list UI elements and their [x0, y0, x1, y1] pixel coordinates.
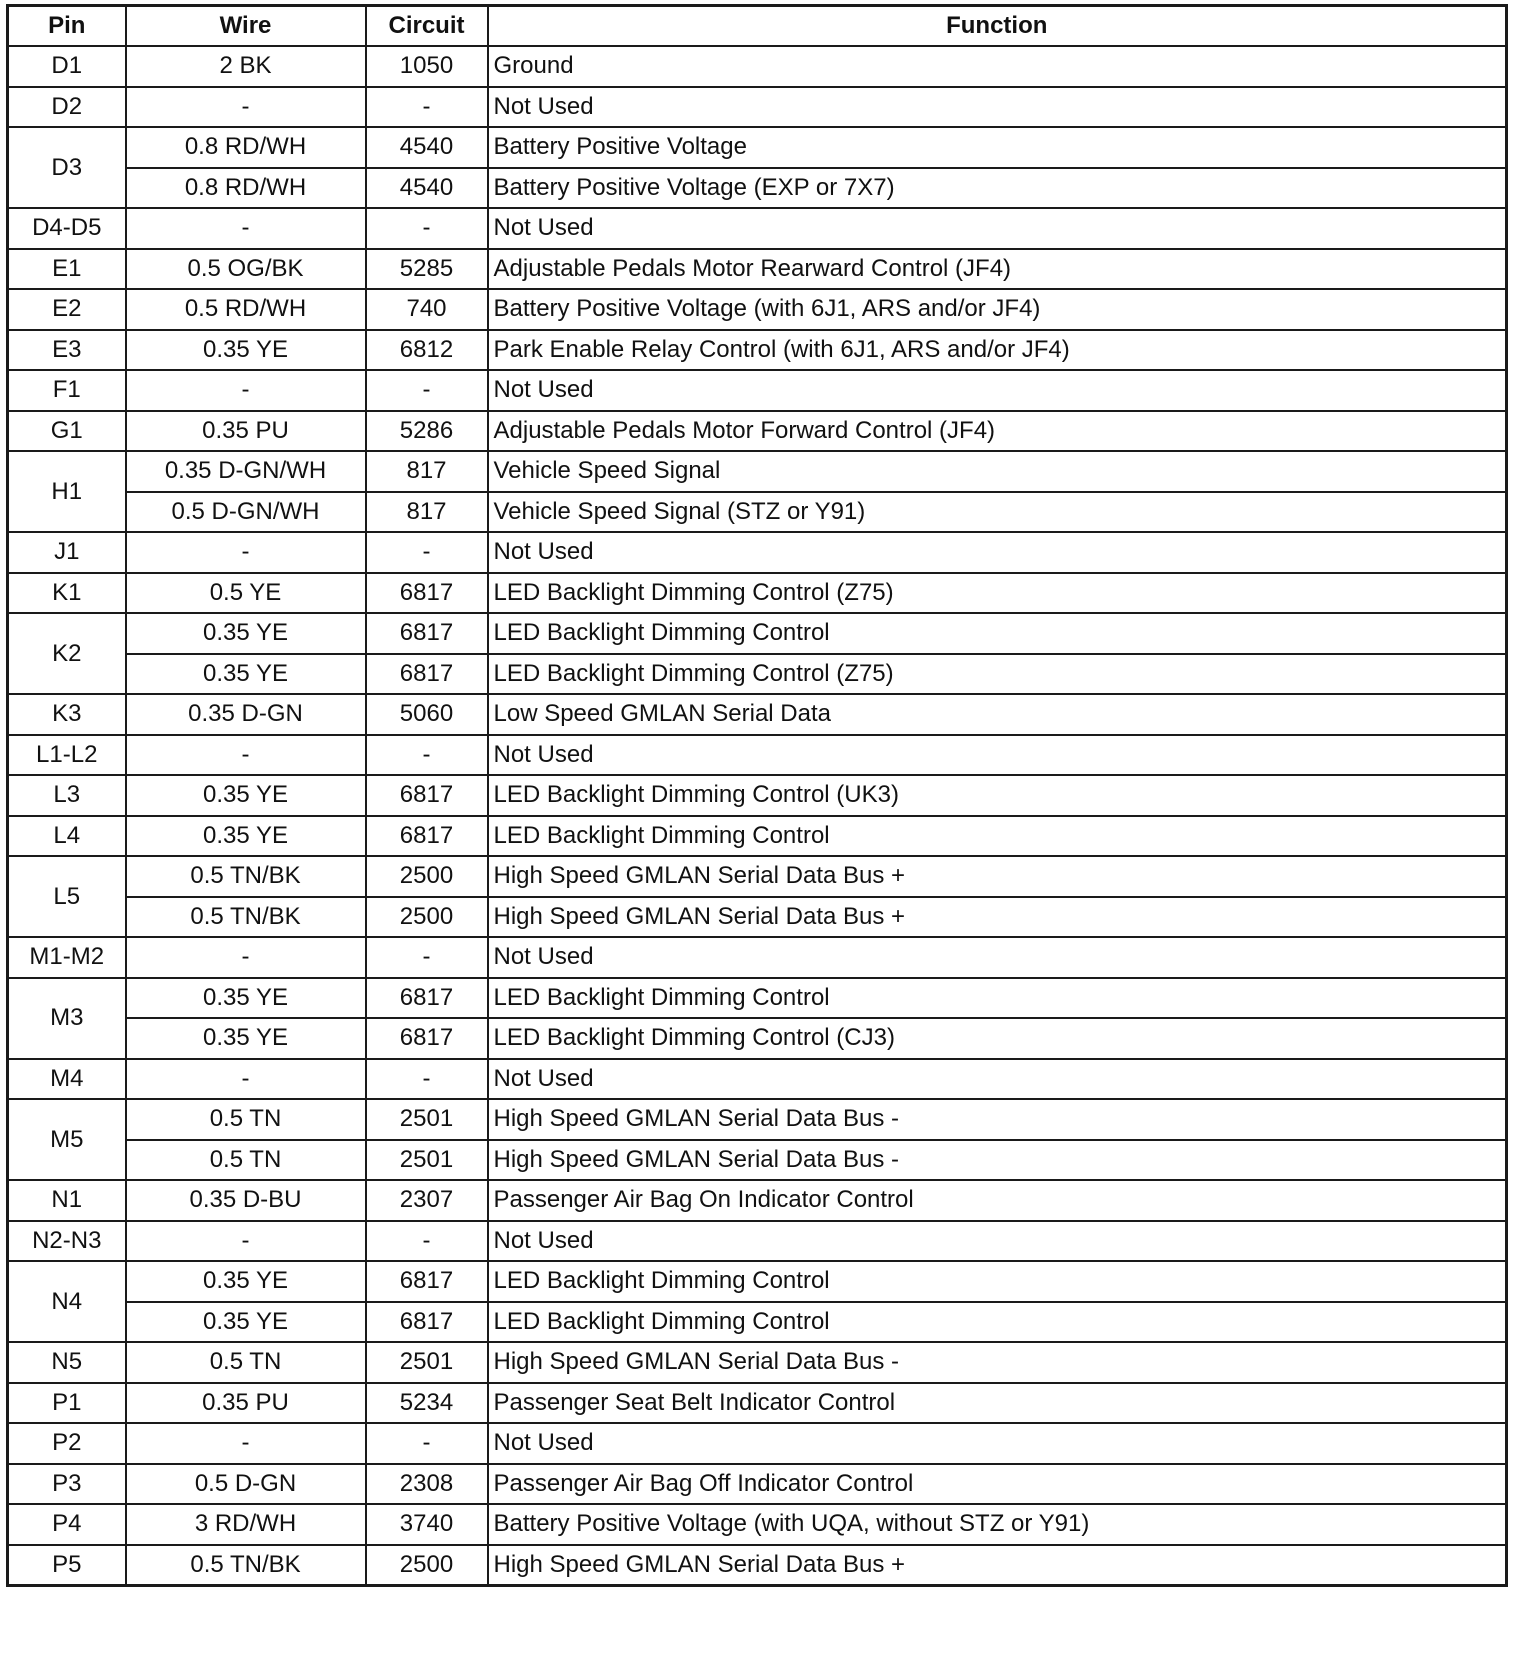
- circuit-cell: -: [366, 370, 488, 411]
- function-cell: Passenger Seat Belt Indicator Control: [488, 1383, 1507, 1424]
- function-cell: Not Used: [488, 1059, 1507, 1100]
- table-row: [8, 492, 1507, 533]
- pin-cell: K1: [8, 573, 126, 614]
- circuit-cell: 2501: [366, 1140, 488, 1181]
- wire-cell: 0.35 D-BU: [126, 1180, 366, 1221]
- circuit-cell: 2501: [366, 1099, 488, 1140]
- header-row: [8, 6, 1507, 47]
- table-row: [8, 249, 1507, 290]
- pin-cell: D2: [8, 87, 126, 128]
- function-cell: Ground: [488, 46, 1507, 87]
- pin-cell: P1: [8, 1383, 126, 1424]
- table-header: [8, 6, 1507, 47]
- function-cell: LED Backlight Dimming Control (Z75): [488, 654, 1507, 695]
- table-row: [8, 289, 1507, 330]
- table-row: [8, 168, 1507, 209]
- header-function: Function: [488, 6, 1507, 47]
- pin-cell: N2-N3: [8, 1221, 126, 1262]
- table-row: [8, 87, 1507, 128]
- pin-cell: L1-L2: [8, 735, 126, 776]
- pin-cell: N5: [8, 1342, 126, 1383]
- table-row: [8, 613, 1507, 654]
- pin-cell: J1: [8, 532, 126, 573]
- function-cell: High Speed GMLAN Serial Data Bus -: [488, 1099, 1507, 1140]
- table-row: [8, 978, 1507, 1019]
- circuit-cell: 2500: [366, 856, 488, 897]
- circuit-cell: 1050: [366, 46, 488, 87]
- circuit-cell: 2308: [366, 1464, 488, 1505]
- circuit-cell: -: [366, 1221, 488, 1262]
- wire-cell: 0.8 RD/WH: [126, 127, 366, 168]
- wire-cell: -: [126, 735, 366, 776]
- function-cell: Passenger Air Bag Off Indicator Control: [488, 1464, 1507, 1505]
- pin-cell: N4: [8, 1261, 126, 1342]
- wire-cell: 0.8 RD/WH: [126, 168, 366, 209]
- wire-cell: 0.5 TN: [126, 1140, 366, 1181]
- function-cell: LED Backlight Dimming Control: [488, 978, 1507, 1019]
- table-row: [8, 573, 1507, 614]
- circuit-cell: 5060: [366, 694, 488, 735]
- wire-cell: 3 RD/WH: [126, 1504, 366, 1545]
- pin-cell: E2: [8, 289, 126, 330]
- circuit-cell: 5285: [366, 249, 488, 290]
- function-cell: Not Used: [488, 735, 1507, 776]
- wire-cell: -: [126, 532, 366, 573]
- function-cell: LED Backlight Dimming Control: [488, 816, 1507, 857]
- wire-cell: 0.35 YE: [126, 613, 366, 654]
- table-row: [8, 1018, 1507, 1059]
- function-cell: Passenger Air Bag On Indicator Control: [488, 1180, 1507, 1221]
- pin-cell: M4: [8, 1059, 126, 1100]
- table-row: [8, 1504, 1507, 1545]
- wire-cell: 0.5 TN/BK: [126, 1545, 366, 1586]
- table-row: [8, 1221, 1507, 1262]
- table-row: [8, 735, 1507, 776]
- function-cell: Vehicle Speed Signal: [488, 451, 1507, 492]
- circuit-cell: -: [366, 1059, 488, 1100]
- table-row: [8, 897, 1507, 938]
- circuit-cell: 6812: [366, 330, 488, 371]
- function-cell: LED Backlight Dimming Control: [488, 613, 1507, 654]
- wire-cell: 2 BK: [126, 46, 366, 87]
- function-cell: Battery Positive Voltage (EXP or 7X7): [488, 168, 1507, 209]
- circuit-cell: 5234: [366, 1383, 488, 1424]
- pin-cell: P4: [8, 1504, 126, 1545]
- pin-cell: D3: [8, 127, 126, 208]
- table-row: [8, 127, 1507, 168]
- circuit-cell: 817: [366, 492, 488, 533]
- table-row: [8, 532, 1507, 573]
- pinout-table: [6, 4, 1508, 1587]
- function-cell: Not Used: [488, 1221, 1507, 1262]
- circuit-cell: 6817: [366, 1261, 488, 1302]
- header-circuit: Circuit: [366, 6, 488, 47]
- wire-cell: 0.5 TN: [126, 1342, 366, 1383]
- wire-cell: -: [126, 1059, 366, 1100]
- circuit-cell: 2500: [366, 1545, 488, 1586]
- wire-cell: -: [126, 370, 366, 411]
- circuit-cell: 6817: [366, 1018, 488, 1059]
- header-wire: Wire: [126, 6, 366, 47]
- wire-cell: 0.5 D-GN/WH: [126, 492, 366, 533]
- pin-cell: P3: [8, 1464, 126, 1505]
- pin-cell: N1: [8, 1180, 126, 1221]
- wire-cell: 0.35 YE: [126, 1261, 366, 1302]
- function-cell: High Speed GMLAN Serial Data Bus +: [488, 1545, 1507, 1586]
- wire-cell: 0.35 D-GN: [126, 694, 366, 735]
- wire-cell: 0.5 TN/BK: [126, 856, 366, 897]
- wire-cell: 0.35 YE: [126, 978, 366, 1019]
- function-cell: Not Used: [488, 370, 1507, 411]
- pin-cell: L5: [8, 856, 126, 937]
- function-cell: Park Enable Relay Control (with 6J1, ARS and/or JF4): [488, 330, 1507, 371]
- pin-cell: F1: [8, 370, 126, 411]
- pin-cell: H1: [8, 451, 126, 532]
- table-row: [8, 775, 1507, 816]
- wire-cell: 0.5 OG/BK: [126, 249, 366, 290]
- table-row: [8, 330, 1507, 371]
- circuit-cell: 6817: [366, 613, 488, 654]
- table-row: [8, 1423, 1507, 1464]
- function-cell: Battery Positive Voltage (with 6J1, ARS and/or JF4): [488, 289, 1507, 330]
- function-cell: LED Backlight Dimming Control (UK3): [488, 775, 1507, 816]
- wire-cell: -: [126, 1221, 366, 1262]
- pin-cell: D4-D5: [8, 208, 126, 249]
- wire-cell: -: [126, 208, 366, 249]
- wire-cell: 0.35 YE: [126, 775, 366, 816]
- table-row: [8, 1261, 1507, 1302]
- function-cell: High Speed GMLAN Serial Data Bus -: [488, 1342, 1507, 1383]
- pin-cell: M3: [8, 978, 126, 1059]
- wire-cell: 0.5 RD/WH: [126, 289, 366, 330]
- circuit-cell: 4540: [366, 168, 488, 209]
- wire-cell: -: [126, 937, 366, 978]
- wire-cell: 0.35 YE: [126, 1302, 366, 1343]
- pin-cell: L3: [8, 775, 126, 816]
- function-cell: Not Used: [488, 1423, 1507, 1464]
- pin-cell: L4: [8, 816, 126, 857]
- circuit-cell: 6817: [366, 654, 488, 695]
- circuit-cell: 817: [366, 451, 488, 492]
- function-cell: High Speed GMLAN Serial Data Bus -: [488, 1140, 1507, 1181]
- function-cell: High Speed GMLAN Serial Data Bus +: [488, 856, 1507, 897]
- table-row: [8, 1342, 1507, 1383]
- wire-cell: 0.35 PU: [126, 1383, 366, 1424]
- circuit-cell: -: [366, 1423, 488, 1464]
- circuit-cell: -: [366, 937, 488, 978]
- wire-cell: 0.35 PU: [126, 411, 366, 452]
- circuit-cell: 6817: [366, 816, 488, 857]
- circuit-cell: 2500: [366, 897, 488, 938]
- table-row: [8, 1383, 1507, 1424]
- pin-cell: K3: [8, 694, 126, 735]
- wire-cell: 0.5 TN: [126, 1099, 366, 1140]
- function-cell: LED Backlight Dimming Control (CJ3): [488, 1018, 1507, 1059]
- wire-cell: -: [126, 1423, 366, 1464]
- table-row: [8, 1099, 1507, 1140]
- circuit-cell: 4540: [366, 127, 488, 168]
- table-row: [8, 694, 1507, 735]
- function-cell: Not Used: [488, 937, 1507, 978]
- function-cell: Battery Positive Voltage: [488, 127, 1507, 168]
- wire-cell: 0.35 YE: [126, 654, 366, 695]
- table-row: [8, 46, 1507, 87]
- function-cell: High Speed GMLAN Serial Data Bus +: [488, 897, 1507, 938]
- wire-cell: 0.35 D-GN/WH: [126, 451, 366, 492]
- circuit-cell: 2501: [366, 1342, 488, 1383]
- pin-cell: E3: [8, 330, 126, 371]
- circuit-cell: 740: [366, 289, 488, 330]
- table-body: [8, 46, 1507, 1586]
- circuit-cell: -: [366, 87, 488, 128]
- table-row: [8, 1059, 1507, 1100]
- table-row: [8, 1302, 1507, 1343]
- pin-cell: G1: [8, 411, 126, 452]
- table-row: [8, 370, 1507, 411]
- circuit-cell: -: [366, 735, 488, 776]
- function-cell: LED Backlight Dimming Control: [488, 1261, 1507, 1302]
- wire-cell: 0.35 YE: [126, 1018, 366, 1059]
- circuit-cell: -: [366, 208, 488, 249]
- table-row: [8, 1545, 1507, 1586]
- pin-cell: M5: [8, 1099, 126, 1180]
- wire-cell: 0.35 YE: [126, 330, 366, 371]
- table-row: [8, 654, 1507, 695]
- pin-cell: E1: [8, 249, 126, 290]
- table-row: [8, 816, 1507, 857]
- wire-cell: 0.35 YE: [126, 816, 366, 857]
- circuit-cell: 2307: [366, 1180, 488, 1221]
- wire-cell: 0.5 D-GN: [126, 1464, 366, 1505]
- pin-cell: M1-M2: [8, 937, 126, 978]
- circuit-cell: 6817: [366, 573, 488, 614]
- circuit-cell: -: [366, 532, 488, 573]
- table-row: [8, 411, 1507, 452]
- function-cell: Low Speed GMLAN Serial Data: [488, 694, 1507, 735]
- circuit-cell: 5286: [366, 411, 488, 452]
- function-cell: Not Used: [488, 87, 1507, 128]
- function-cell: Adjustable Pedals Motor Forward Control (JF4): [488, 411, 1507, 452]
- function-cell: Battery Positive Voltage (with UQA, without STZ or Y91): [488, 1504, 1507, 1545]
- pin-cell: P2: [8, 1423, 126, 1464]
- table-row: [8, 1140, 1507, 1181]
- pin-cell: D1: [8, 46, 126, 87]
- table-row: [8, 451, 1507, 492]
- function-cell: LED Backlight Dimming Control (Z75): [488, 573, 1507, 614]
- wire-cell: 0.5 TN/BK: [126, 897, 366, 938]
- table-row: [8, 856, 1507, 897]
- pin-cell: P5: [8, 1545, 126, 1586]
- pin-cell: K2: [8, 613, 126, 694]
- circuit-cell: 6817: [366, 1302, 488, 1343]
- function-cell: Adjustable Pedals Motor Rearward Control (JF4): [488, 249, 1507, 290]
- table-row: [8, 1464, 1507, 1505]
- circuit-cell: 6817: [366, 775, 488, 816]
- table-row: [8, 937, 1507, 978]
- function-cell: Not Used: [488, 208, 1507, 249]
- wire-cell: -: [126, 87, 366, 128]
- table-row: [8, 208, 1507, 249]
- function-cell: Not Used: [488, 532, 1507, 573]
- function-cell: LED Backlight Dimming Control: [488, 1302, 1507, 1343]
- header-pin: Pin: [8, 6, 126, 47]
- circuit-cell: 6817: [366, 978, 488, 1019]
- circuit-cell: 3740: [366, 1504, 488, 1545]
- function-cell: Vehicle Speed Signal (STZ or Y91): [488, 492, 1507, 533]
- table-row: [8, 1180, 1507, 1221]
- wire-cell: 0.5 YE: [126, 573, 366, 614]
